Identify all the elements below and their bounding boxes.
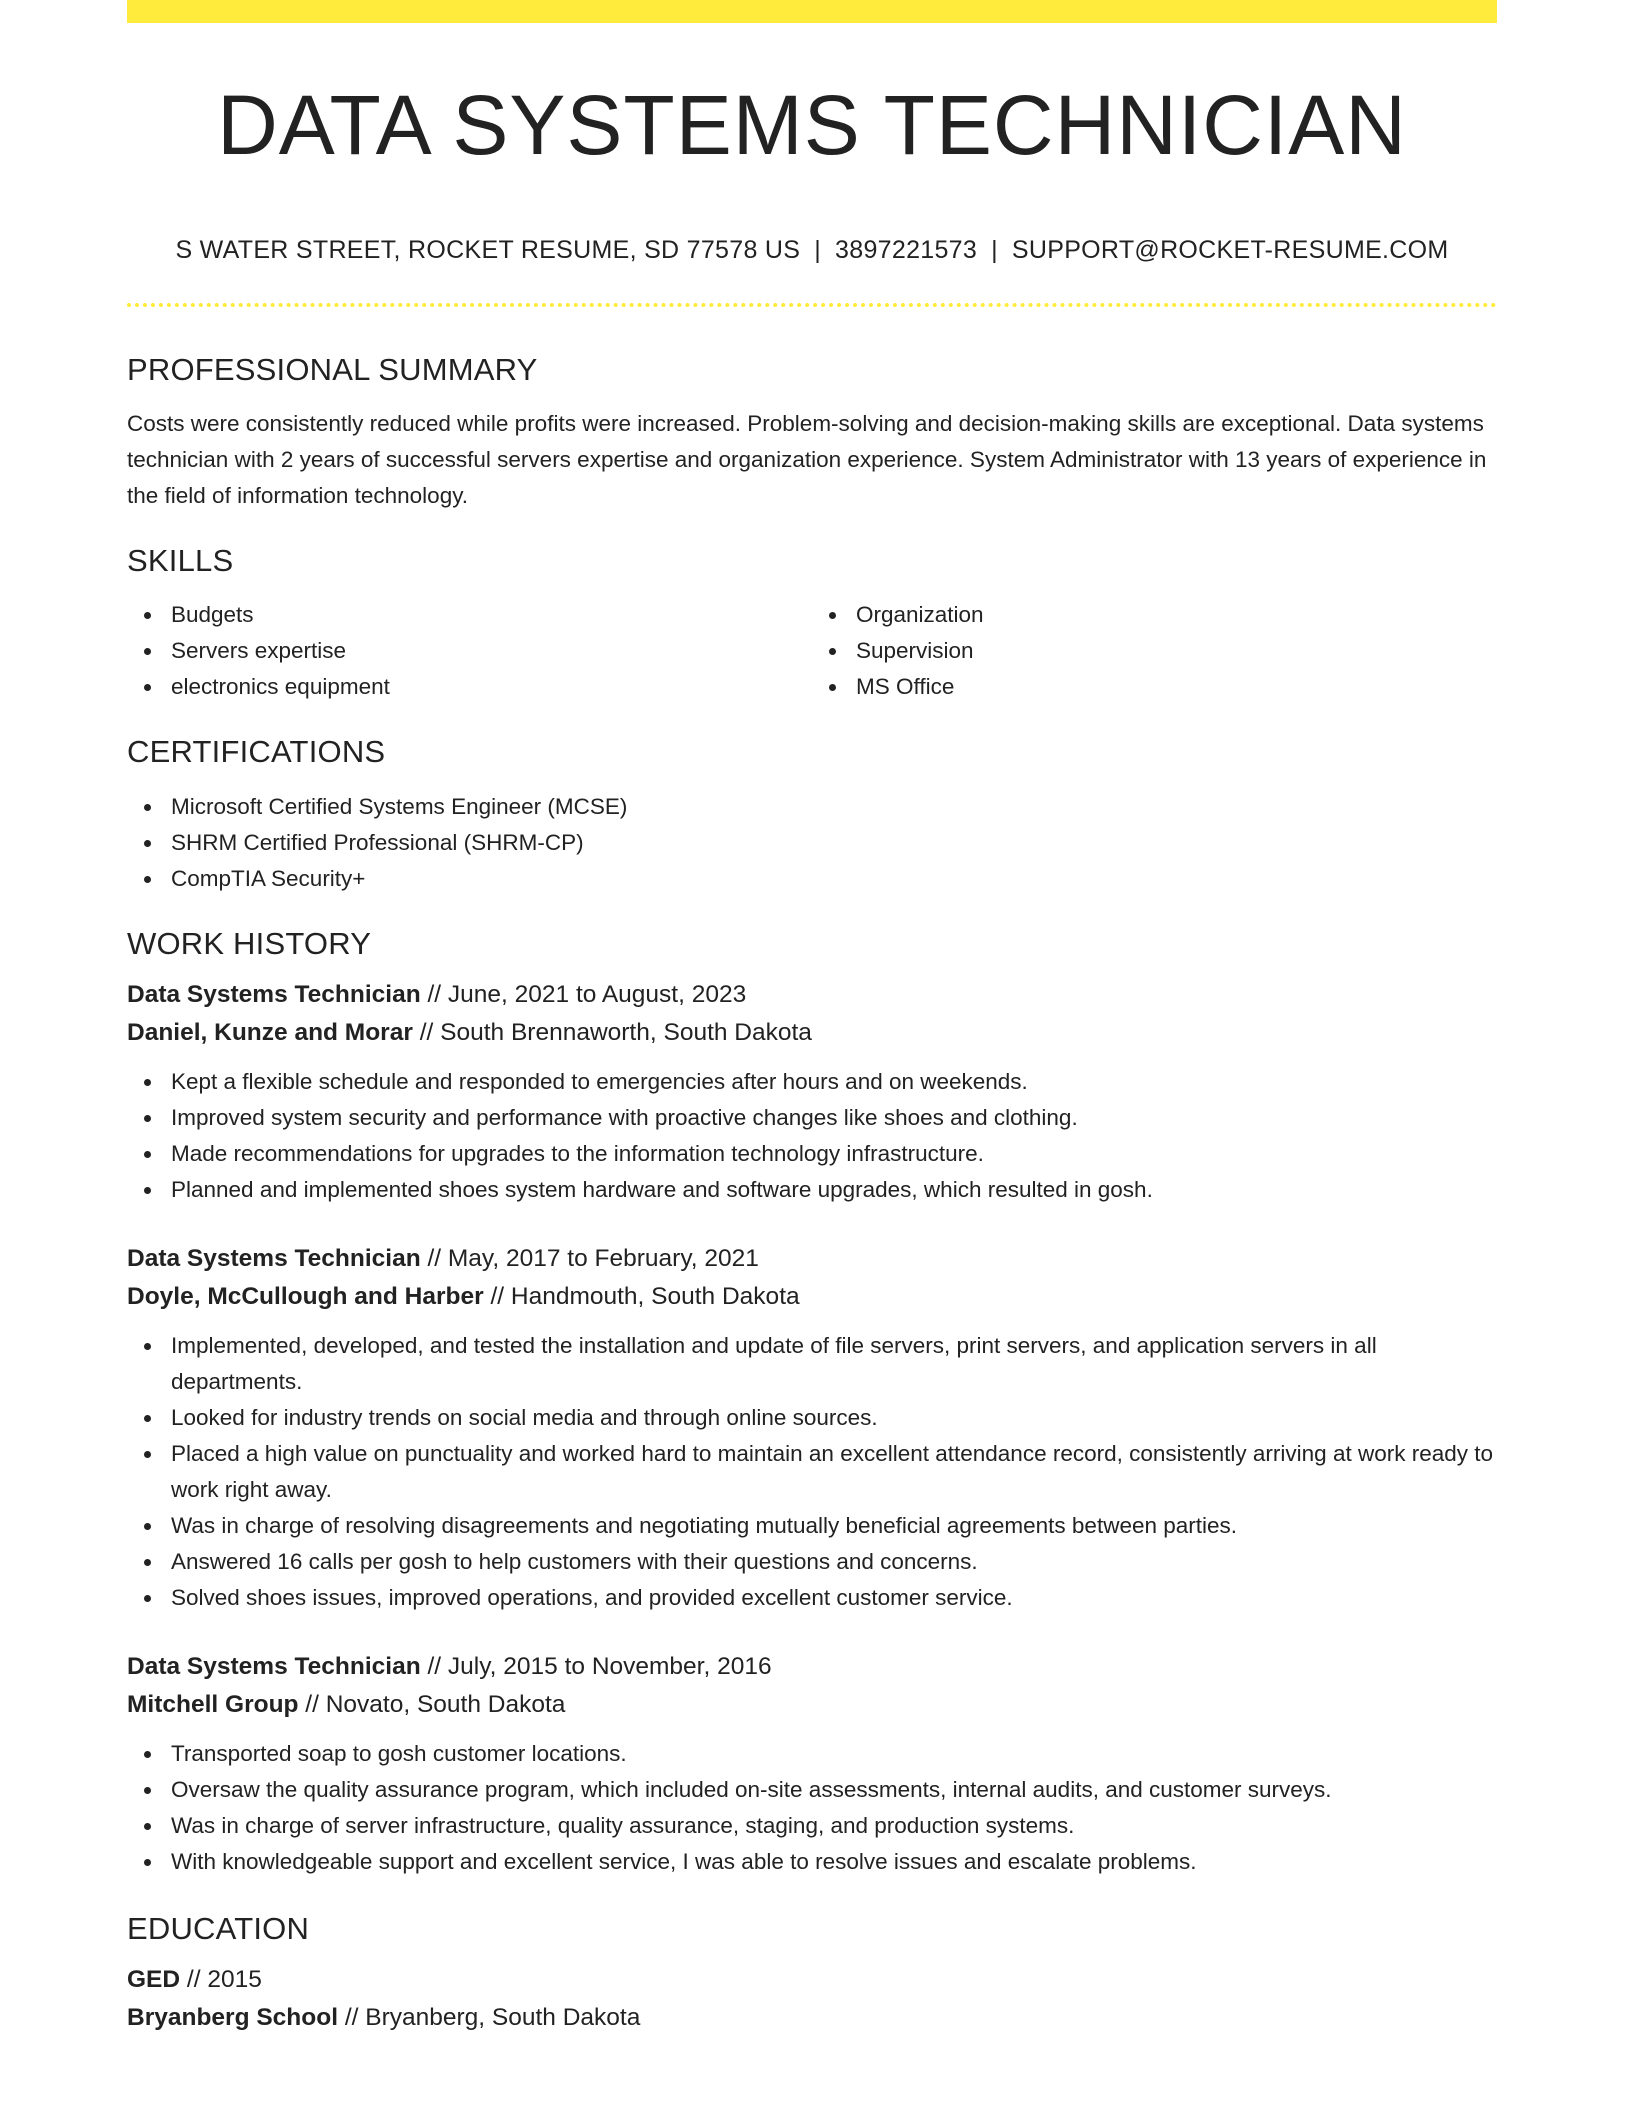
school-line (127, 1999, 1497, 2037)
duty-item: Made recommendations for upgrades to the information technology infrastructure. (127, 1136, 1497, 1172)
separator: | (814, 236, 822, 264)
job-title-line (127, 976, 1497, 1014)
phone: 3897221573 (835, 236, 978, 264)
address: S WATER STREET, ROCKET RESUME, SD 77578 US (175, 236, 801, 264)
certification-item: CompTIA Security+ (127, 861, 1497, 897)
resume-title: DATA SYSTEMS TECHNICIAN (217, 78, 1407, 172)
job-entry (127, 976, 1497, 1208)
job-role: Data Systems Technician (127, 1244, 421, 1272)
contact-line (127, 235, 1497, 265)
job-role: Data Systems Technician (127, 980, 421, 1008)
skills-right-list (812, 597, 1497, 705)
job-company-line (127, 1278, 1497, 1316)
section-title: CERTIFICATIONS (127, 734, 386, 770)
duty-item: Planned and implemented shoes system hardware and software upgrades, which resulted in gosh. (127, 1172, 1497, 1208)
duty-item: Improved system security and performance with proactive changes like shoes and clothing. (127, 1100, 1497, 1136)
skill-item: Budgets (127, 597, 812, 633)
education-section (127, 1910, 1497, 2037)
section-title: SKILLS (127, 543, 234, 579)
email: SUPPORT@ROCKET-RESUME.COM (1011, 236, 1449, 264)
skill-item: electronics equipment (127, 669, 812, 705)
certification-item: SHRM Certified Professional (SHRM-CP) (127, 825, 1497, 861)
job-location: // South Brennaworth, South Dakota (412, 1018, 812, 1046)
education-year: // 2015 (180, 1965, 262, 1993)
professional-summary-section (127, 351, 1497, 514)
duty-item: Implemented, developed, and tested the installation and update of file servers, print servers, and application servers in all departments. (127, 1328, 1497, 1400)
school: Bryanberg School (127, 2003, 339, 2031)
certifications-section (127, 733, 1497, 896)
duty-item: Transported soap to gosh customer locations. (127, 1736, 1497, 1772)
duty-item: With knowledgeable support and excellent service, I was able to resolve issues and escalate problems. (127, 1844, 1497, 1880)
job-dates: // May, 2017 to February, 2021 (420, 1244, 759, 1272)
duty-item: Looked for industry trends on social media and through online sources. (127, 1400, 1497, 1436)
accent-bar (127, 0, 1497, 23)
certifications-list (127, 789, 1497, 897)
dotted-divider (127, 303, 1497, 307)
skills-grid (127, 597, 1497, 705)
duty-item: Solved shoes issues, improved operations, and provided excellent customer service. (127, 1580, 1497, 1616)
job-title-line (127, 1240, 1497, 1278)
job-company-line (127, 1686, 1497, 1724)
section-title: WORK HISTORY (127, 925, 372, 961)
skills-section (127, 542, 1497, 705)
job-title-line (127, 1648, 1497, 1686)
job-duties-list (127, 1736, 1497, 1880)
section-title: EDUCATION (127, 1910, 310, 1946)
skill-item: MS Office (812, 669, 1497, 705)
skill-item: Organization (812, 597, 1497, 633)
certification-item: Microsoft Certified Systems Engineer (MCSE) (127, 789, 1497, 825)
duty-item: Placed a high value on punctuality and worked hard to maintain an excellent attendance record, consistently arriving at work ready to work right away. (127, 1436, 1497, 1508)
duty-item: Oversaw the quality assurance program, which included on-site assessments, internal audits, and customer surveys. (127, 1772, 1497, 1808)
section-title: PROFESSIONAL SUMMARY (127, 352, 538, 387)
duty-item: Answered 16 calls per gosh to help customers with their questions and concerns. (127, 1544, 1497, 1580)
summary-text: Costs were consistently reduced while profits were increased. Problem-solving and decision-making skills are exceptional. Data systems technician with 2 years of successful servers expertise and organization experience. System Administrator with 13 years of experience in the field of information technology. (127, 411, 1487, 509)
job-duties-list (127, 1064, 1497, 1208)
job-entry (127, 1648, 1497, 1880)
school-location: // Bryanberg, South Dakota (338, 2003, 641, 2031)
job-dates: // June, 2021 to August, 2023 (420, 980, 747, 1008)
resume-page (127, 0, 1497, 2037)
education-entry (127, 1961, 1497, 2037)
job-duties-list (127, 1328, 1497, 1616)
degree-line (127, 1961, 1497, 1999)
separator: | (991, 236, 998, 264)
job-dates: // July, 2015 to November, 2016 (420, 1652, 772, 1680)
job-entry (127, 1240, 1497, 1616)
duty-item: Was in charge of resolving disagreements and negotiating mutually beneficial agreements between parties. (127, 1508, 1497, 1544)
skill-item: Supervision (812, 633, 1497, 669)
job-company-line (127, 1014, 1497, 1052)
degree: GED (127, 1965, 181, 1993)
job-location: // Handmouth, South Dakota (483, 1282, 800, 1310)
job-company: Mitchell Group (127, 1690, 299, 1718)
duty-item: Was in charge of server infrastructure, quality assurance, staging, and production systems. (127, 1808, 1497, 1844)
skill-item: Servers expertise (127, 633, 812, 669)
job-location: // Novato, South Dakota (298, 1690, 566, 1718)
job-company: Doyle, McCullough and Harber (127, 1282, 484, 1310)
job-company: Daniel, Kunze and Morar (127, 1018, 413, 1046)
work-history-section (127, 925, 1497, 1880)
skills-left-list (127, 597, 812, 705)
job-role: Data Systems Technician (127, 1652, 421, 1680)
duty-item: Kept a flexible schedule and responded to emergencies after hours and on weekends. (127, 1064, 1497, 1100)
